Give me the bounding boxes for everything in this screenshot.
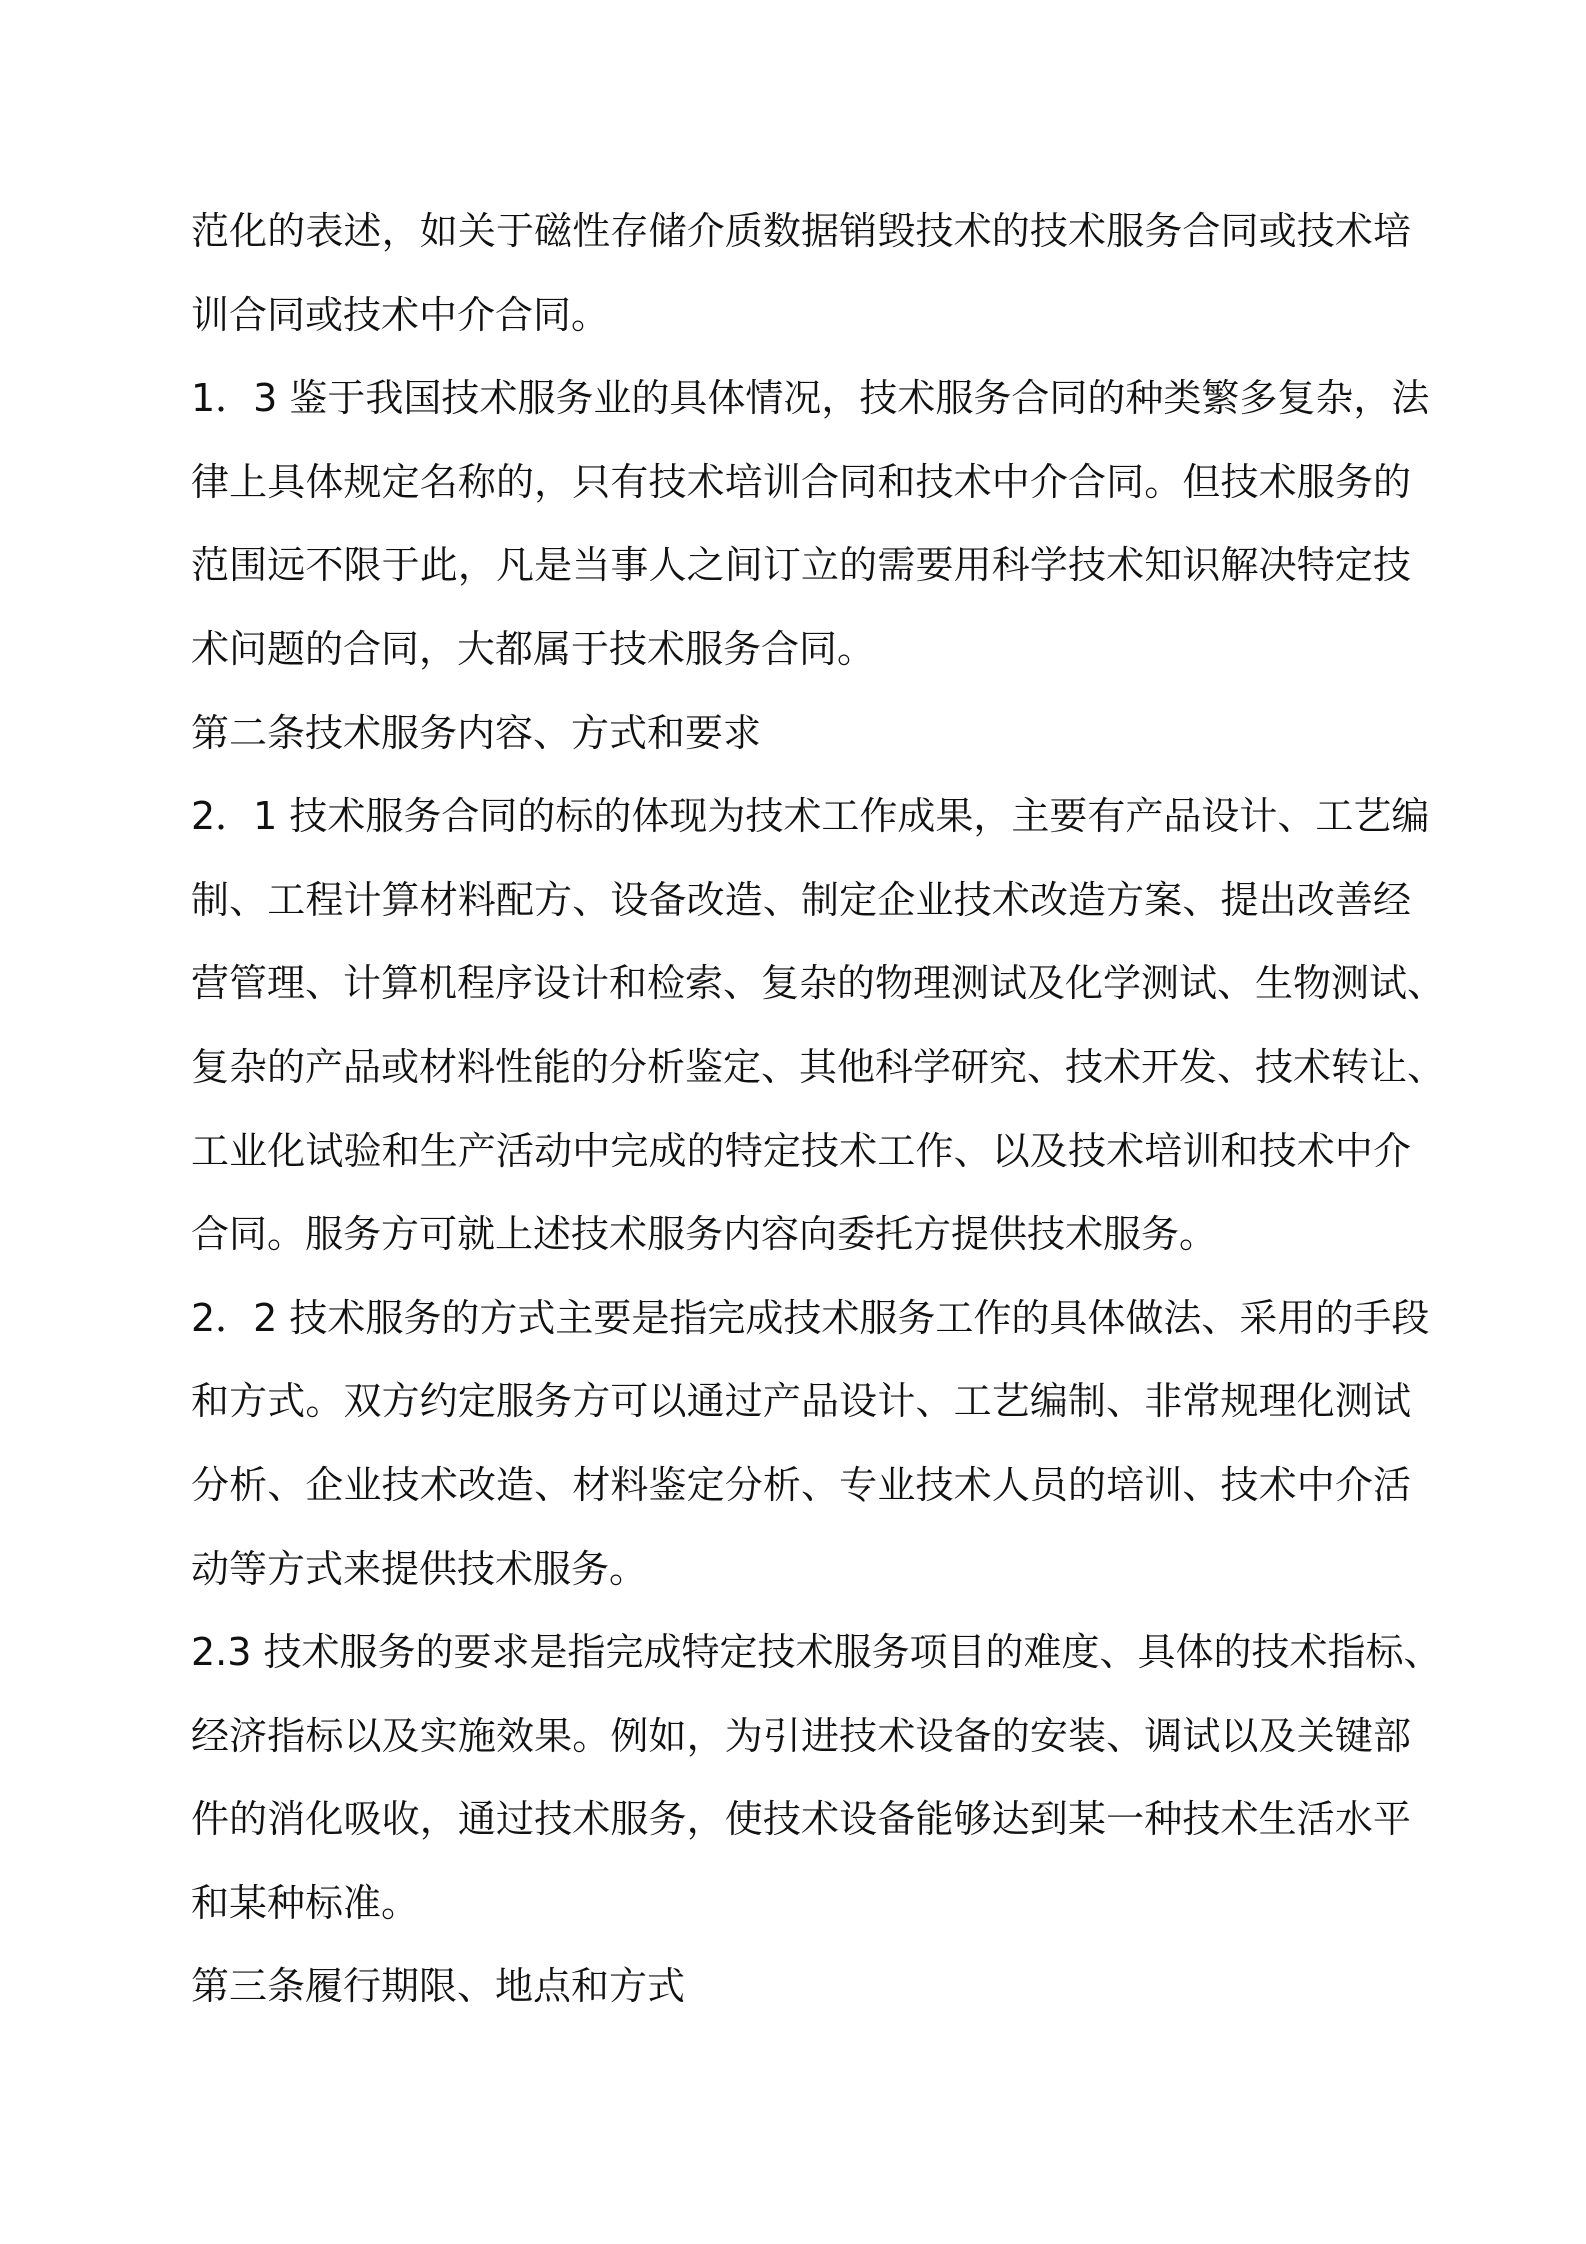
text-line: 件的消化吸收，通过技术服务，使技术设备能够达到某一种技术生活水平 [191,1797,1411,1842]
section-heading: 第三条履行期限、地点和方式 [191,1964,686,2009]
document-body [191,190,1446,2029]
text-line: 范化的表述，如关于磁性存储介质数据销毁技术的技术服务合同或技术培 [191,209,1411,253]
text-line: 和方式。双方约定服务方可以通过产品设计、工艺编制、非常规理化测试 [191,1379,1411,1424]
text-line: 范围远不限于此，凡是当事人之间订立的需要用科学技术知识解决特定技 [191,543,1411,588]
text-line: 制、工程计算材料配方、设备改造、制定企业技术改造方案、提出改善经 [191,877,1411,922]
text-line: 律上具体规定名称的，只有技术培训合同和技术中介合同。但技术服务的 [191,459,1411,504]
text-line: 经济指标以及实施效果。例如，为引进技术设备的安装、调试以及关键部 [191,1713,1411,1758]
text-line: 1．3 鉴于我国技术服务业的具体情况，技术服务合同的种类繁多复杂，法 [191,376,1430,421]
text-line: 动等方式来提供技术服务。 [191,1546,648,1591]
text-line: 营管理、计算机程序设计和检索、复杂的物理测试及化学测试、生物测试、 [191,961,1446,1006]
text-line: 术问题的合同，大都属于技术服务合同。 [191,626,876,671]
section-heading: 第二条技术服务内容、方式和要求 [191,710,762,755]
text-line: 合同。服务方可就上述技术服务内容向委托方提供技术服务。 [191,1212,1218,1257]
text-line: 和某种标准。 [191,1880,420,1925]
text-line: 复杂的产品或材料性能的分析鉴定、其他科学研究、技术开发、技术转让、 [191,1044,1446,1089]
text-line: 工业化试验和生产活动中完成的特定技术工作、以及技术培训和技术中介 [191,1128,1411,1173]
text-line: 2.3 技术服务的要求是指完成特定技术服务项目的难度、具体的技术指标、 [191,1630,1442,1675]
text-line: 训合同或技术中介合同。 [191,292,610,337]
text-line: 2．2 技术服务的方式主要是指完成技术服务工作的具体做法、采用的手段 [191,1295,1430,1340]
text-line: 分析、企业技术改造、材料鉴定分析、专业技术人员的培训、技术中介活 [191,1462,1411,1507]
text-line: 2．1 技术服务合同的标的体现为技术工作成果，主要有产品设计、工艺编 [191,794,1430,839]
